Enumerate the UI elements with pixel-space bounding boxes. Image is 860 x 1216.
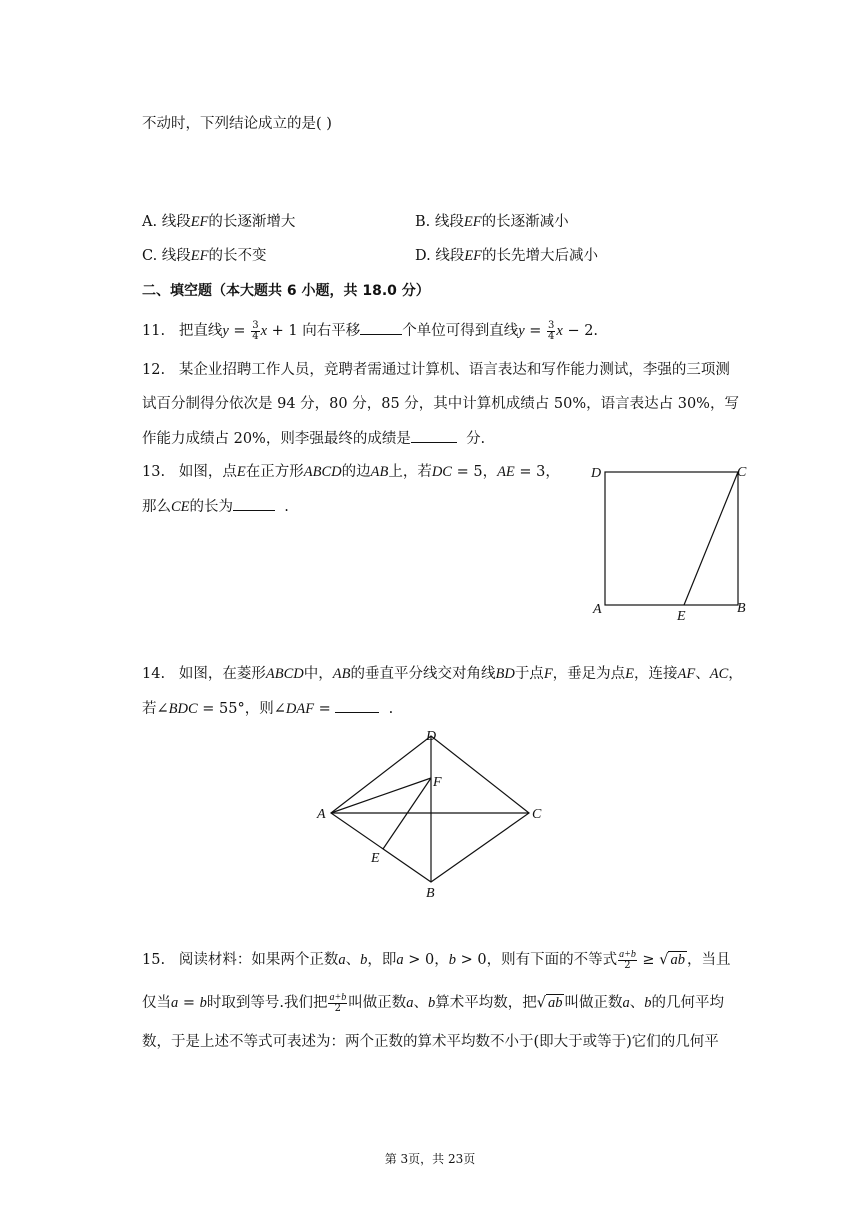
label-c: C <box>532 807 542 822</box>
answer-blank[interactable] <box>360 320 402 335</box>
label-d: D <box>426 729 437 744</box>
option-d[interactable]: D. 线段EF的长先增大后减小 <box>415 248 599 264</box>
question-11: 11. 把直线y = $\frac{3}{4}$ x + 1 向右平移 个单位可得到直线y = $\frac{3}{4}$ x − 2. <box>142 319 599 342</box>
label-a: A <box>593 602 602 617</box>
rhombus-abcd <box>331 736 529 882</box>
label-f: F <box>433 775 442 790</box>
section-heading: 二、填空题（本大题共 6 小题，共 18.0 分） <box>142 283 430 299</box>
label-d: D <box>591 466 602 481</box>
rhombus-figure <box>310 722 550 902</box>
question-12-line3: 作能力成绩占 20%，则李强最终的成绩是 分. <box>142 428 485 449</box>
label-e: E <box>371 851 380 866</box>
option-c[interactable]: C. 线段EF的长不变 <box>142 248 267 264</box>
option-b[interactable]: B. 线段EF的长逐渐减小 <box>415 214 569 230</box>
question-13-line2: 那么CE的长为 . <box>142 496 289 517</box>
question-13-line1: 13. 如图，点E在正方形ABCD的边AB上，若DC = 5，AE = 3， <box>142 464 560 480</box>
option-a[interactable]: A. 线段EF的长逐渐增大 <box>142 214 296 230</box>
label-a: A <box>317 807 326 822</box>
question-12-line1: 12. 某企业招聘工作人员，竞聘者需通过计算机、语言表达和写作能力测试，李强的三项测 <box>142 362 730 378</box>
answer-blank[interactable] <box>411 428 457 443</box>
label-c: C <box>737 465 747 480</box>
question-12-line2: 试百分制得分依次是 94 分，80 分，85 分，其中计算机成绩占 50%，语言表达占 30%，写 <box>142 396 739 412</box>
square-abcd <box>605 472 738 605</box>
question-15-line3: 数，于是上述不等式可表述为：两个正数的算术平均数不小于(即大于或等于)它们的几何平 <box>142 1034 719 1050</box>
question-15-line1: 15. 阅读材料：如果两个正数a、b，即a > 0，b > 0，则有下面的不等式 $\frac{a+b}{2}$ ≥ √ ab ，当且 <box>142 948 731 971</box>
label-b: B <box>426 886 435 901</box>
square-figure <box>585 460 755 630</box>
question-15-line2: 仅当a = b时取到等号.我们把 $\frac{a+b}{2}$ 叫做正数a、b算术平均数，把√ ab 叫做正数a、b的几何平均 <box>142 991 724 1014</box>
question-14-line1: 14. 如图，在菱形ABCD中，AB的垂直平分线交对角线BD于点F，垂足为点E，连接AF、AC， <box>142 666 743 682</box>
question-14-line2: 若∠BDC = 55°，则∠DAF = . <box>142 698 393 719</box>
label-e: E <box>677 609 686 624</box>
segment-ce <box>684 472 738 605</box>
answer-blank[interactable] <box>233 496 275 511</box>
label-b: B <box>737 601 746 616</box>
answer-blank[interactable] <box>335 698 379 713</box>
page-footer: 第 3页，共 23页 <box>384 1152 476 1166</box>
intro-line: 不动时，下列结论成立的是( ) <box>142 116 332 132</box>
segment-af <box>331 778 431 813</box>
